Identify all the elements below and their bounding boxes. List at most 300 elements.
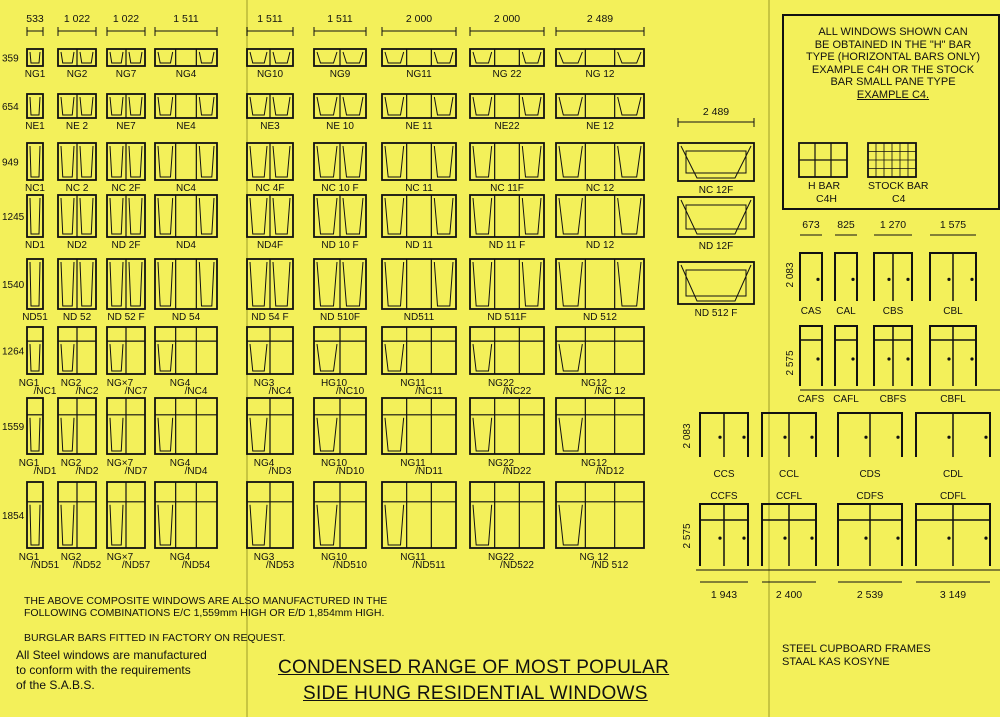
sash-symbol <box>273 52 290 63</box>
info-line: TYPE (HORIZONTAL BARS ONLY) <box>806 51 980 63</box>
cupboard-frame <box>835 326 857 386</box>
sash-symbol <box>559 344 582 371</box>
combo-code-bottom: /ND10 <box>335 466 365 477</box>
sash-symbol <box>199 146 214 177</box>
height-dimension: 1245 <box>2 212 25 223</box>
cupboard-frame <box>762 504 816 566</box>
window-elevation <box>678 143 754 181</box>
window-elevation <box>382 259 456 309</box>
combo-window <box>27 482 43 548</box>
window-elevation <box>58 195 96 237</box>
combo-code-top: NG2 <box>60 378 82 389</box>
width-dimension: 1 511 <box>257 13 283 25</box>
cupboard-width: 1 943 <box>710 589 738 601</box>
combo-code-top: NG10 <box>320 458 348 469</box>
hinge-dot <box>783 436 786 439</box>
sabs-line: to conform with the requirements <box>16 663 191 677</box>
window-code: NC 12F <box>698 185 734 196</box>
info-line: BE OBTAINED IN THE "H" BAR <box>814 38 972 51</box>
sash-symbol <box>385 505 404 545</box>
cupboard-frame <box>700 504 748 566</box>
stock-bar-code: C4 <box>892 193 906 205</box>
window-elevation <box>247 259 293 309</box>
sash-symbol <box>522 198 541 234</box>
combo-window <box>155 482 217 548</box>
window-elevation <box>382 94 456 118</box>
hinge-dot <box>887 278 890 281</box>
window-code: NC 2 <box>65 183 89 194</box>
h-bar-code: C4H <box>816 193 838 205</box>
combo-window <box>107 482 145 548</box>
cupboard-width: 1 270 <box>879 219 907 231</box>
cupboard-code: CAFL <box>833 394 859 405</box>
cupboard-height: 2 575 <box>682 523 693 549</box>
hinge-dot <box>947 436 950 439</box>
window-code: NC 10 F <box>321 183 359 194</box>
combo-code-top: NG1 <box>18 552 40 563</box>
combo-code-bottom: /NC22 <box>502 386 532 397</box>
window-elevation <box>247 94 293 118</box>
window-code: NC 11F <box>490 183 524 194</box>
sash-symbol <box>385 344 404 371</box>
hinge-dot <box>947 357 950 360</box>
cupboard-width: 3 149 <box>939 589 967 601</box>
window-code: ND4F <box>256 240 284 251</box>
sash-symbol <box>559 52 582 63</box>
composite-note-1: THE ABOVE COMPOSITE WINDOWS ARE ALSO MANUFACTURED IN THE <box>24 595 388 607</box>
cupboard-frame <box>916 413 990 457</box>
window-elevation <box>314 143 366 180</box>
sash-symbol <box>61 418 74 451</box>
sash-symbol <box>250 198 267 234</box>
sash-symbol <box>434 52 453 63</box>
sash-symbol <box>158 52 173 63</box>
sash-symbol <box>110 344 123 371</box>
sash-symbol <box>110 418 123 451</box>
composite-note-2: FOLLOWING COMBINATIONS E/C 1,559mm HIGH OR E/D 1,854mm HIGH. <box>24 607 385 619</box>
window-code: NG4 <box>175 69 197 80</box>
hinge-dot <box>887 357 890 360</box>
combo-window <box>382 327 456 374</box>
info-line: ALL WINDOWS SHOWN CAN <box>818 26 968 38</box>
cupboard-code: CBFS <box>879 394 907 405</box>
sash-symbol <box>343 198 363 234</box>
sash-symbol <box>30 505 40 545</box>
sash-symbol <box>110 262 123 306</box>
combo-code-top: NG×7 <box>106 378 134 389</box>
sash-symbol <box>30 198 40 234</box>
sash-symbol <box>158 418 173 451</box>
sash-symbol <box>61 198 74 234</box>
combo-window <box>314 398 366 454</box>
combo-code-top: HG10 <box>320 378 348 389</box>
sash-symbol <box>681 265 751 301</box>
window-elevation <box>247 195 293 237</box>
fold-line <box>768 0 770 717</box>
combo-code-bottom: /ND 512 <box>591 560 629 571</box>
cupboard-code: CCFL <box>775 491 803 502</box>
window-code: ND 11 F <box>488 240 526 251</box>
width-dimension: 2 000 <box>493 13 521 25</box>
height-dimension: 1559 <box>2 422 25 433</box>
cupboard-frame <box>874 253 912 301</box>
combo-code-bottom: /ND51 <box>30 560 60 571</box>
sash-symbol <box>385 198 404 234</box>
window-elevation <box>314 259 366 309</box>
sash-symbol <box>559 198 582 234</box>
sash-symbol <box>559 505 582 545</box>
sash-symbol <box>618 262 641 306</box>
combo-code-top: NG22 <box>487 552 515 563</box>
cupboard-frame <box>874 326 912 386</box>
combo-window <box>556 398 644 454</box>
sash-symbol <box>80 97 93 115</box>
cupboard-width: 2 539 <box>856 589 884 601</box>
sash-symbol <box>158 198 173 234</box>
sash-symbol <box>110 146 123 177</box>
combo-window <box>58 398 96 454</box>
window-code: NC 2F <box>111 183 141 194</box>
sash-symbol <box>385 146 404 177</box>
window-elevation <box>470 195 544 237</box>
window-code: NE 11 <box>405 121 433 132</box>
sash-symbol <box>80 52 93 63</box>
hinge-dot <box>816 357 819 360</box>
width-dimension: 1 022 <box>112 13 140 25</box>
sash-symbol <box>30 52 40 63</box>
hinge-dot <box>718 436 721 439</box>
window-code: NC4 <box>175 183 197 194</box>
window-code: NG 22 <box>492 69 522 80</box>
combo-code-bottom: /NC1 <box>33 386 57 397</box>
combo-code-bottom: /ND3 <box>268 466 292 477</box>
sash-symbol <box>473 418 492 451</box>
cupboard-width: 825 <box>837 219 855 231</box>
window-elevation <box>314 94 366 118</box>
combo-code-top: NG3 <box>253 552 275 563</box>
cupboard-frame <box>930 253 976 301</box>
combo-code-top: NG4 <box>169 458 191 469</box>
sash-symbol <box>199 97 214 115</box>
window-elevation <box>678 262 754 304</box>
window-code: ND1 <box>24 240 46 251</box>
sash-symbol <box>473 52 492 63</box>
cupboard-width: 673 <box>802 219 820 231</box>
combo-window <box>470 482 544 548</box>
sash-symbol <box>473 505 492 545</box>
sash-symbol <box>80 198 93 234</box>
sash-symbol <box>618 97 641 115</box>
cupboard-frame <box>700 413 748 457</box>
sash-symbol <box>61 146 74 177</box>
window-elevation <box>155 195 217 237</box>
window-code: NG 12 <box>585 69 615 80</box>
window-code: NG7 <box>115 69 137 80</box>
combo-window <box>58 327 96 374</box>
sash-symbol <box>129 52 142 63</box>
hinge-dot <box>864 436 867 439</box>
window-code: ND 54 F <box>251 312 289 323</box>
combo-window <box>314 327 366 374</box>
sash-symbol <box>199 262 214 306</box>
hinge-dot <box>864 537 867 540</box>
combo-code-top: NG11 <box>400 378 426 389</box>
window-elevation <box>382 143 456 180</box>
width-dimension: 533 <box>26 13 44 25</box>
combo-code-bottom: /NC2 <box>75 386 99 397</box>
window-code: NE 10 <box>326 121 354 132</box>
sash-symbol <box>618 198 641 234</box>
sash-symbol <box>158 146 173 177</box>
combo-window <box>155 398 217 454</box>
sash-symbol <box>522 52 541 63</box>
sash-symbol <box>681 200 751 234</box>
sash-symbol <box>681 146 751 178</box>
sash-symbol <box>30 262 40 306</box>
sash-symbol <box>110 52 123 63</box>
window-elevation <box>470 143 544 180</box>
sash-symbol <box>61 97 74 115</box>
combo-code-top: NG3 <box>253 378 275 389</box>
hinge-dot <box>970 357 973 360</box>
sash-symbol <box>110 505 123 545</box>
cupboard-code: CDFS <box>856 491 884 502</box>
combo-code-bottom: /ND53 <box>265 560 295 571</box>
cupboard-code: CAS <box>800 306 822 317</box>
inner-frame <box>686 270 746 296</box>
cupboard-frame <box>762 413 816 457</box>
height-dimension: 1854 <box>2 511 25 522</box>
combo-window <box>58 482 96 548</box>
window-code: NG9 <box>329 69 351 80</box>
window-elevation <box>58 259 96 309</box>
sash-symbol <box>317 505 337 545</box>
main-title-line-1: CONDENSED RANGE OF MOST POPULAR <box>278 657 670 678</box>
window-elevation <box>556 94 644 118</box>
cupboard-code: CDFL <box>939 491 967 502</box>
combo-code-top: NG2 <box>60 552 82 563</box>
combo-code-top: NG×7 <box>106 458 134 469</box>
sash-symbol <box>317 418 337 451</box>
combo-code-bottom: /ND57 <box>121 560 151 571</box>
sash-symbol <box>30 418 40 451</box>
window-code: NG10 <box>256 69 284 80</box>
sabs-line: of the S.A.B.S. <box>16 678 95 692</box>
combo-window <box>470 327 544 374</box>
hinge-dot <box>718 537 721 540</box>
combo-window <box>470 398 544 454</box>
hinge-dot <box>851 278 854 281</box>
sash-symbol <box>80 262 93 306</box>
combo-code-bottom: /ND7 <box>124 466 148 477</box>
window-elevation <box>247 49 293 66</box>
sash-symbol <box>158 344 173 371</box>
combo-code-top: NG×7 <box>106 552 134 563</box>
sash-symbol <box>473 146 492 177</box>
info-line: EXAMPLE C4H OR THE STOCK <box>811 63 975 76</box>
sash-symbol <box>385 97 404 115</box>
sash-symbol <box>61 262 74 306</box>
combo-window <box>27 398 43 454</box>
sash-symbol <box>158 262 173 306</box>
window-elevation <box>155 259 217 309</box>
sash-symbol <box>273 262 290 306</box>
cupboard-code: CAFS <box>797 394 825 405</box>
sash-symbol <box>129 97 142 115</box>
burglar-note: BURGLAR BARS FITTED IN FACTORY ON REQUEST. <box>24 632 286 644</box>
sash-symbol <box>30 146 40 177</box>
window-code: NE 12 <box>586 121 614 132</box>
window-elevation <box>314 195 366 237</box>
width-dimension: 2 489 <box>702 106 730 118</box>
combo-code-bottom: /ND511 <box>412 560 446 571</box>
cupboard-frame <box>838 413 902 457</box>
sash-symbol <box>158 97 173 115</box>
window-code: ND 12 <box>585 240 615 251</box>
combo-code-top: NG11 <box>400 458 426 469</box>
cupboard-frame <box>930 326 976 386</box>
combo-code-top: NG1 <box>18 458 40 469</box>
hinge-dot <box>810 436 813 439</box>
combo-code-bottom: /NC7 <box>124 386 148 397</box>
window-elevation <box>247 143 293 180</box>
window-elevation <box>58 143 96 180</box>
combo-window <box>382 398 456 454</box>
sash-symbol <box>129 146 142 177</box>
window-code: NC 12 <box>585 183 615 194</box>
sash-symbol <box>250 418 267 451</box>
sash-symbol <box>473 262 492 306</box>
sash-symbol <box>317 52 337 63</box>
width-dimension: 2 489 <box>586 13 614 25</box>
cupboard-frame <box>838 504 902 566</box>
height-dimension: 359 <box>2 53 19 65</box>
window-elevation <box>470 49 544 66</box>
combo-code-top: NG2 <box>60 458 82 469</box>
window-code: ND 54 <box>171 312 201 323</box>
combo-code-top: NG12 <box>580 378 608 389</box>
window-elevation <box>58 94 96 118</box>
window-code: ND 2F <box>111 240 141 251</box>
cupboard-code: CDS <box>859 469 881 480</box>
sash-symbol <box>61 505 74 545</box>
info-line: EXAMPLE C4. <box>856 88 930 101</box>
stock-bar-label: STOCK BAR <box>868 180 929 192</box>
window-code: ND51 <box>22 312 48 323</box>
height-dimension: 1540 <box>2 280 25 291</box>
hinge-dot <box>810 537 813 540</box>
sash-symbol <box>317 344 337 371</box>
hinge-dot <box>984 537 987 540</box>
sash-symbol <box>250 52 267 63</box>
window-elevation <box>556 49 644 66</box>
combo-code-bottom: /ND4 <box>184 466 208 477</box>
window-code: NE22 <box>494 121 520 132</box>
window-elevation <box>107 94 145 118</box>
combo-code-bottom: /ND52 <box>72 560 102 571</box>
window-code: ND 512 F <box>694 308 738 319</box>
sash-symbol <box>434 97 453 115</box>
sash-symbol <box>559 418 582 451</box>
window-code: ND 52 F <box>107 312 145 323</box>
sash-symbol <box>343 97 363 115</box>
combo-code-top: NG4 <box>253 458 275 469</box>
hinge-dot <box>970 278 973 281</box>
window-elevation <box>382 49 456 66</box>
sash-symbol <box>618 146 641 177</box>
sabs-note <box>16 648 207 693</box>
h-bar-label: H BAR <box>808 180 841 192</box>
hinge-dot <box>783 537 786 540</box>
combo-code-top: NG4 <box>169 552 191 563</box>
sash-symbol <box>273 146 290 177</box>
sash-symbol <box>385 418 404 451</box>
sabs-line: All Steel windows are manufactured <box>16 648 207 662</box>
combo-code-top: NG11 <box>400 552 426 563</box>
combo-code-bottom: /NC4 <box>268 386 292 397</box>
sash-symbol <box>129 262 142 306</box>
sash-symbol <box>522 146 541 177</box>
sash-symbol <box>250 505 267 545</box>
combo-code-bottom: /ND12 <box>595 466 625 477</box>
sash-symbol <box>473 344 492 371</box>
sash-symbol <box>522 97 541 115</box>
combo-window <box>382 482 456 548</box>
cupboard-frame <box>800 253 822 301</box>
window-code: ND 10 F <box>321 240 359 251</box>
hinge-dot <box>896 436 899 439</box>
sash-symbol <box>522 262 541 306</box>
sash-symbol <box>129 198 142 234</box>
info-text <box>800 26 986 101</box>
window-elevation <box>27 259 43 309</box>
sash-symbol <box>434 146 453 177</box>
sash-symbol <box>343 262 363 306</box>
window-elevation <box>470 259 544 309</box>
window-elevation <box>155 143 217 180</box>
window-code: ND2 <box>66 240 88 251</box>
window-code: ND 512 <box>583 312 617 323</box>
window-elevation <box>556 143 644 180</box>
cupboard-width: 1 575 <box>939 219 967 231</box>
combo-code-top: NG12 <box>580 458 608 469</box>
window-elevation <box>107 259 145 309</box>
sash-symbol <box>61 52 74 63</box>
combo-window <box>107 398 145 454</box>
hinge-dot <box>984 436 987 439</box>
combo-code-bottom: /NC10 <box>335 386 365 397</box>
cupboard-width: 2 400 <box>775 589 803 601</box>
combo-code-top: NG 12 <box>579 552 609 563</box>
combo-window <box>247 398 293 454</box>
combo-code-bottom: /ND2 <box>75 466 99 477</box>
window-elevation <box>107 143 145 180</box>
combo-code-bottom: /ND522 <box>500 560 534 571</box>
window-code: NC1 <box>24 183 46 194</box>
window-code: NC 11 <box>405 183 433 194</box>
main-title-line-2: SIDE HUNG RESIDENTIAL WINDOWS <box>303 683 648 704</box>
sash-symbol <box>110 198 123 234</box>
window-code: ND 11 <box>405 240 433 251</box>
combo-code-bottom: /NC4 <box>184 386 208 397</box>
combo-code-bottom: /ND54 <box>181 560 211 571</box>
cupboard-code: CAL <box>836 306 856 317</box>
window-elevation <box>556 195 644 237</box>
combo-window <box>107 327 145 374</box>
combo-window <box>556 482 644 548</box>
window-code: NE 2 <box>65 121 89 132</box>
sash-symbol <box>317 262 337 306</box>
